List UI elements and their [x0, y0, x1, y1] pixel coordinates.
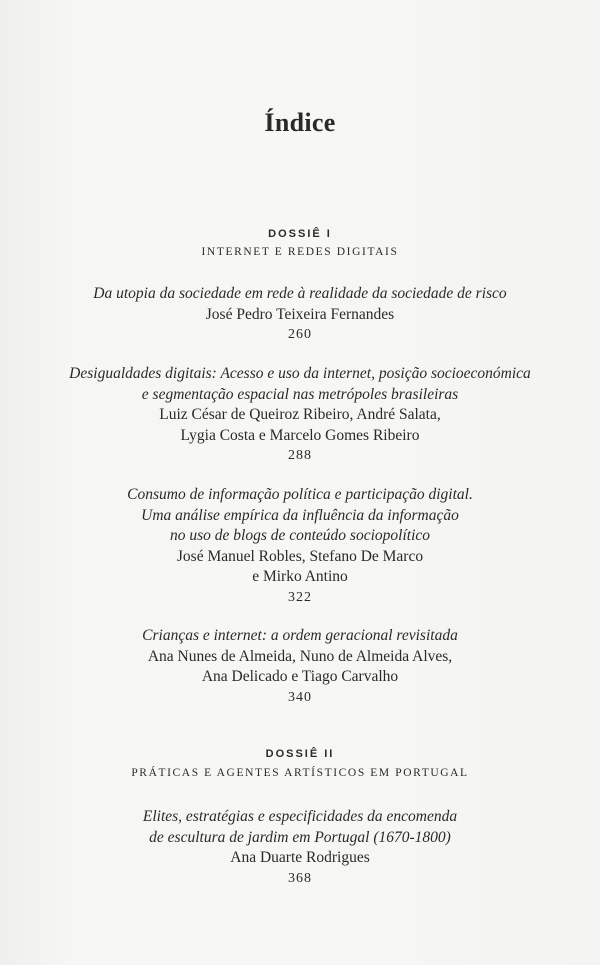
entry-title-line: Desigualdades digitais: Acesso e uso da internet, posição socioeconómica: [69, 365, 531, 382]
entry-authors-line: Lygia Costa e Marcelo Gomes Ribeiro: [180, 426, 420, 444]
entry-authors-line: José Pedro Teixeira Fernandes: [205, 305, 395, 323]
entry-page-number: 368: [288, 870, 312, 886]
toc-entry[interactable]: [30, 807, 570, 889]
dossie-1-subtitle: INTERNET E REDES DIGITAIS: [201, 246, 399, 258]
entry-page-number: 260: [288, 327, 312, 342]
entry-page-number: 322: [288, 589, 312, 605]
entry-title-line: Uma análise empírica da influência da informação: [141, 506, 459, 524]
dossie-2-subtitle: PRÁTICAS E AGENTES ARTÍSTICOS EM PORTUGAL: [131, 767, 469, 779]
entry-title-line: Consumo de informação política e participação digital.: [127, 486, 473, 503]
toc-entry[interactable]: [30, 284, 570, 346]
entry-title-line: de escultura de jardim em Portugal (1670-1800): [149, 828, 451, 846]
toc-entry[interactable]: [30, 364, 570, 467]
toc-entry[interactable]: [30, 485, 570, 608]
page-title: Índice: [264, 108, 336, 137]
entry-title-line: no uso de blogs de conteúdo sociopolítico: [169, 527, 431, 544]
entry-page-number: 340: [288, 689, 312, 705]
toc-entry[interactable]: [30, 626, 570, 708]
entry-authors-line: Luiz César de Queiroz Ribeiro, André Salata,: [159, 406, 441, 423]
entry-authors-line: e Mirko Antino: [252, 568, 348, 585]
dossie-2-label: DOSSIÊ II: [265, 748, 335, 760]
entry-authors-line: Ana Duarte Rodrigues: [230, 849, 370, 866]
entry-authors-line: Ana Delicado e Tiago Carvalho: [201, 668, 399, 685]
dossie-1-label: DOSSIÊ I: [268, 228, 332, 240]
entry-authors-line: Ana Nunes de Almeida, Nuno de Almeida Alves,: [147, 647, 453, 665]
entry-title-line: e segmentação espacial nas metrópoles brasileiras: [141, 385, 459, 403]
entry-page-number: 288: [288, 448, 312, 463]
entry-title-line: Da utopia da sociedade em rede à realidade da sociedade de risco: [93, 285, 507, 302]
entry-title-line: Elites, estratégias e especificidades da encomenda: [142, 808, 458, 825]
entry-title-line: Crianças e internet: a ordem geracional revisitada: [142, 627, 458, 644]
entry-authors-line: José Manuel Robles, Stefano De Marco: [176, 547, 424, 565]
